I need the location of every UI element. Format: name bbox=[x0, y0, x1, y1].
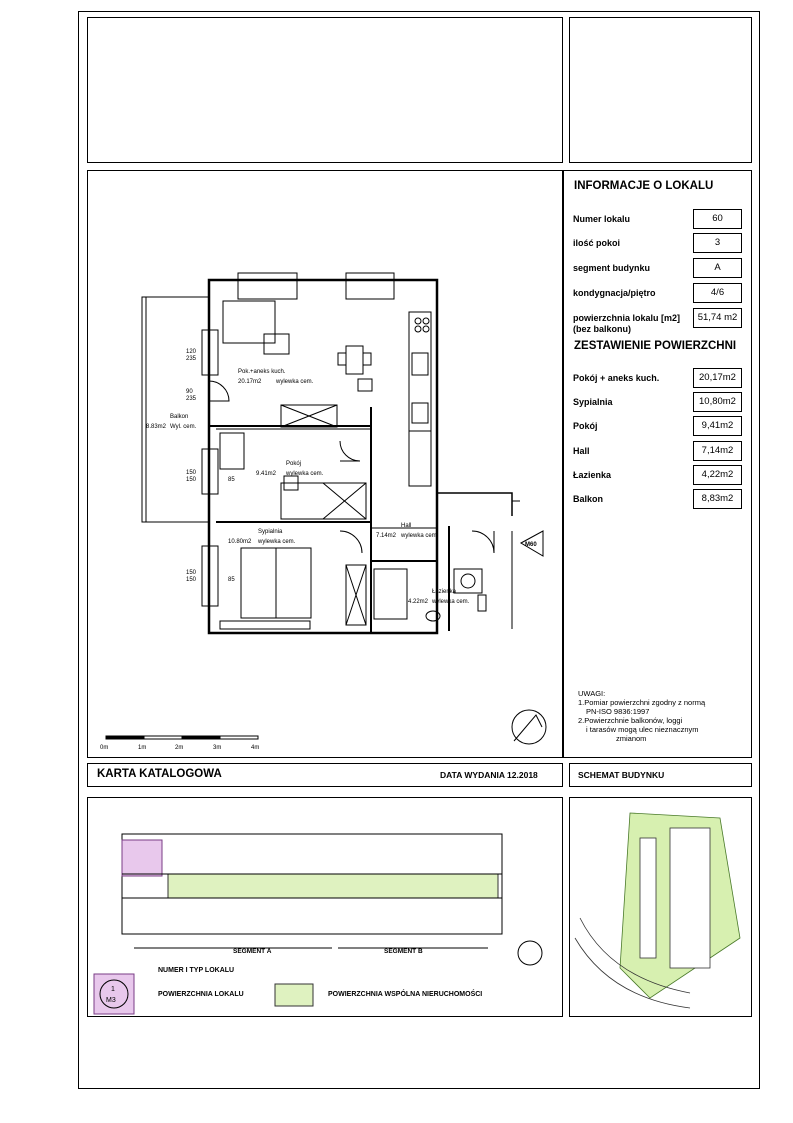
room-area-bathroom: 4.22m2 bbox=[408, 599, 429, 605]
room-floor-hall: wylewka cem. bbox=[401, 533, 439, 539]
areas-title: ZESTAWIENIE POWIERZCHNI bbox=[574, 340, 737, 352]
key-plan-drawing bbox=[88, 798, 562, 1016]
area-value-bedroom: 10,80m2 bbox=[693, 392, 742, 412]
info-label-room-count: ilość pokoi bbox=[573, 238, 621, 248]
info-title: INFORMACJE O LOKALU bbox=[574, 180, 714, 192]
site-plan-drawing bbox=[570, 798, 751, 1016]
segment-b-label: SEGMENT B bbox=[384, 948, 423, 955]
scheme-title: SCHEMAT BUDYNKU bbox=[578, 770, 665, 780]
dim-label: 85 bbox=[228, 577, 235, 583]
dim-label: 235 bbox=[186, 396, 197, 402]
room-floor-bedroom: wylewka cem. bbox=[258, 539, 296, 545]
info-value-room-count: 3 bbox=[693, 233, 742, 253]
notes-line: 1.Pomiar powierzchni zgodny z normą bbox=[578, 698, 706, 707]
unit-tag: M60 bbox=[525, 542, 537, 548]
notes-line: PN-ISO 9836:1997 bbox=[586, 707, 650, 716]
notes-line: i tarasów mogą ulec nieznacznym bbox=[586, 725, 699, 734]
room-area-living: 20.17m2 bbox=[238, 379, 262, 385]
info-label-area: powierzchnia lokalu [m2] bbox=[573, 313, 681, 323]
dim-label: 150 bbox=[186, 577, 197, 583]
scale-label: 0m bbox=[100, 745, 109, 751]
area-label-hall: Hall bbox=[573, 446, 590, 456]
legend-area-label: POWIERZCHNIA LOKALU bbox=[158, 991, 244, 998]
area-label-living: Pokój + aneks kuch. bbox=[573, 373, 660, 383]
area-value-balcony: 8,83m2 bbox=[693, 489, 742, 509]
info-value-segment: A bbox=[693, 258, 742, 278]
dim-label: 120 bbox=[186, 349, 197, 355]
notes-title: UWAGI: bbox=[578, 689, 606, 698]
info-value-area: 51,74 m2 bbox=[693, 308, 742, 328]
badge-type: M3 bbox=[106, 997, 116, 1004]
room-floor-bathroom: wylewka cem. bbox=[432, 599, 470, 605]
dim-label: 150 bbox=[186, 477, 197, 483]
area-label-balcony: Balkon bbox=[573, 494, 604, 504]
card-title: KARTA KATALOGOWA bbox=[97, 768, 222, 780]
area-label-room: Pokój bbox=[573, 421, 598, 431]
room-area-balcony: 8.83m2 bbox=[146, 424, 167, 430]
room-floor-balcony: Wyl. cem. bbox=[170, 424, 197, 430]
area-label-bedroom: Sypialnia bbox=[573, 397, 613, 407]
legend-number-label: NUMER I TYP LOKALU bbox=[158, 967, 235, 974]
dim-label: 150 bbox=[186, 570, 197, 576]
info-label-area-note: (bez balkonu) bbox=[573, 324, 631, 334]
area-value-hall: 7,14m2 bbox=[693, 441, 742, 461]
floor-plan-drawing bbox=[88, 171, 562, 757]
room-label-bedroom: Sypialnia bbox=[258, 529, 283, 535]
dim-label: 150 bbox=[186, 470, 197, 476]
issue-date: DATA WYDANIA 12.2018 bbox=[440, 770, 538, 780]
info-label-unit-number: Numer lokalu bbox=[573, 214, 631, 224]
room-label-balcony: Balkon bbox=[170, 414, 189, 420]
room-label-living: Pok.+aneks kuch. bbox=[238, 369, 286, 375]
badge-number: 1 bbox=[111, 986, 115, 993]
room-label-bathroom: Łazienka bbox=[432, 589, 457, 595]
area-value-living: 20,17m2 bbox=[693, 368, 742, 388]
room-label-pokoj: Pokój bbox=[286, 461, 302, 467]
scale-label: 2m bbox=[175, 745, 184, 751]
notes-line: zmianom bbox=[616, 734, 647, 743]
notes-line: 2.Powierzchnie balkonów, loggi bbox=[578, 716, 683, 725]
area-value-room: 9,41m2 bbox=[693, 416, 742, 436]
header-box-left bbox=[87, 17, 563, 163]
dim-label: 85 bbox=[228, 477, 235, 483]
header-box-right bbox=[569, 17, 752, 163]
room-floor-living: wylewka cem. bbox=[276, 379, 314, 385]
info-label-floor: kondygnacja/piętro bbox=[573, 288, 656, 298]
scale-label: 3m bbox=[213, 745, 222, 751]
room-label-hall: Hall bbox=[401, 523, 412, 529]
area-label-bathroom: Łazienka bbox=[573, 470, 612, 480]
area-value-bathroom: 4,22m2 bbox=[693, 465, 742, 485]
dim-label: 235 bbox=[186, 356, 197, 362]
scale-label: 4m bbox=[251, 745, 260, 751]
notes bbox=[578, 689, 705, 743]
room-area-pokoj: 9.41m2 bbox=[256, 471, 277, 477]
info-value-unit-number: 60 bbox=[693, 209, 742, 229]
room-area-bedroom: 10.80m2 bbox=[228, 539, 252, 545]
info-label-segment: segment budynku bbox=[573, 263, 651, 273]
legend-common-label: POWIERZCHNIA WSPÓLNA NIERUCHOMOŚCI bbox=[328, 991, 483, 998]
dim-label: 90 bbox=[186, 389, 193, 395]
room-area-hall: 7.14m2 bbox=[376, 533, 397, 539]
room-floor-pokoj: wylewka cem. bbox=[286, 471, 324, 477]
scale-label: 1m bbox=[138, 745, 147, 751]
info-value-floor: 4/6 bbox=[693, 283, 742, 303]
segment-a-label: SEGMENT A bbox=[233, 948, 272, 955]
